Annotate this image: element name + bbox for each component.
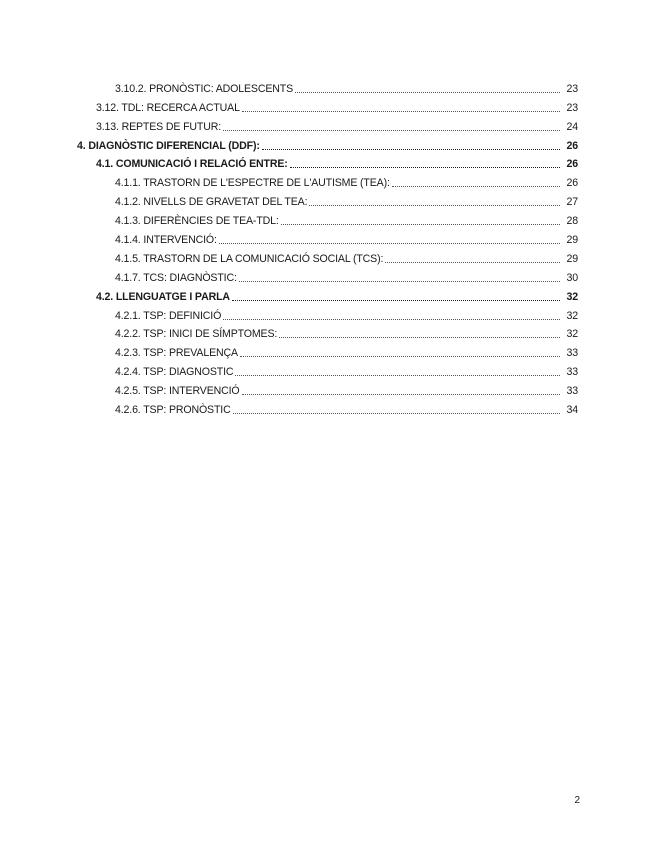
toc-entry-section[interactable] — [0, 285, 655, 304]
dot-leader — [242, 385, 560, 395]
toc-entry-label: 4.1.3. DIFERÈNCIES DE TEA-TDL: — [115, 215, 279, 228]
toc-entry-page: 33 — [566, 385, 578, 398]
toc-entry-chapter[interactable] — [0, 134, 655, 153]
toc-entry-page: 32 — [566, 290, 578, 303]
toc-entry-page: 33 — [566, 366, 578, 379]
toc-entry-page: 26 — [566, 139, 578, 152]
toc-entry-label: 4.2.1. TSP: DEFINICIÓ — [115, 309, 222, 322]
toc-entry-page: 30 — [566, 271, 578, 284]
toc-entry-label: 4.1. COMUNICACIÓ I RELACIÓ ENTRE: — [96, 158, 288, 171]
toc-entry-label: 4.1.1. TRASTORN DE L'ESPECTRE DE L'AUTISME (TEA): — [115, 177, 390, 190]
dot-leader — [239, 272, 560, 282]
toc-entry[interactable] — [0, 360, 655, 379]
toc-entry-page: 26 — [566, 177, 578, 190]
table-of-contents — [0, 77, 655, 417]
toc-entry-page: 26 — [566, 158, 578, 171]
page-number: 2 — [574, 795, 580, 806]
dot-leader — [290, 158, 560, 168]
toc-entry-label: 4.2.2. TSP: INICI DE SÍMPTOMES: — [115, 328, 278, 341]
dot-leader — [281, 215, 560, 225]
dot-leader — [309, 196, 560, 206]
toc-entry-page: 28 — [566, 215, 578, 228]
dot-leader — [219, 234, 560, 244]
dot-leader — [235, 366, 560, 376]
toc-entry-page: 27 — [566, 196, 578, 209]
dot-leader — [279, 328, 560, 338]
dot-leader — [240, 347, 560, 357]
toc-entry-label: 4. DIAGNÒSTIC DIFERENCIAL (DDF): — [77, 139, 260, 152]
toc-entry[interactable] — [0, 266, 655, 285]
toc-entry[interactable] — [0, 209, 655, 228]
toc-entry-page: 29 — [566, 252, 578, 265]
toc-entry[interactable] — [0, 77, 655, 96]
toc-entry-label: 3.12. TDL: RECERCA ACTUAL — [96, 101, 240, 114]
toc-entry[interactable] — [0, 323, 655, 342]
dot-leader — [233, 404, 560, 414]
toc-entry[interactable] — [0, 247, 655, 266]
toc-entry-page: 23 — [566, 101, 578, 114]
toc-entry[interactable] — [0, 190, 655, 209]
toc-entry[interactable] — [0, 96, 655, 115]
toc-entry-label: 3.13. REPTES DE FUTUR: — [96, 120, 222, 133]
toc-entry-label: 4.2.4. TSP: DIAGNOSTIC — [115, 366, 234, 379]
toc-entry-label: 4.1.7. TCS: DIAGNÒSTIC: — [115, 271, 237, 284]
dot-leader — [262, 140, 560, 150]
toc-entry-label: 4.2.3. TSP: PREVALENÇA — [115, 347, 238, 360]
dot-leader — [385, 253, 560, 263]
toc-entry-page: 24 — [566, 120, 578, 133]
toc-entry-page: 34 — [566, 404, 578, 417]
dot-leader — [223, 310, 560, 320]
toc-entry[interactable] — [0, 379, 655, 398]
dot-leader — [242, 102, 560, 112]
toc-entry[interactable] — [0, 171, 655, 190]
toc-entry-label: 3.10.2. PRONÒSTIC: ADOLESCENTS — [115, 82, 294, 95]
dot-leader — [223, 121, 560, 131]
toc-entry[interactable] — [0, 304, 655, 323]
toc-entry-section[interactable] — [0, 153, 655, 172]
toc-entry-label: 4.1.4. INTERVENCIÓ: — [115, 234, 217, 247]
toc-entry-page: 29 — [566, 234, 578, 247]
toc-entry-page: 33 — [566, 347, 578, 360]
toc-entry-label: 4.1.5. TRASTORN DE LA COMUNICACIÓ SOCIAL (TCS): — [115, 252, 384, 265]
toc-entry[interactable] — [0, 115, 655, 134]
toc-entry-page: 32 — [566, 309, 578, 322]
dot-leader — [232, 291, 560, 301]
toc-entry-label: 4.2.5. TSP: INTERVENCIÓ — [115, 385, 240, 398]
dot-leader — [392, 177, 560, 187]
toc-entry-page: 32 — [566, 328, 578, 341]
toc-entry-label: 4.2. LLENGUATGE I PARLA — [96, 290, 230, 303]
dot-leader — [295, 83, 560, 93]
toc-entry-label: 4.2.6. TSP: PRONÒSTIC — [115, 404, 231, 417]
toc-entry[interactable] — [0, 398, 655, 417]
toc-entry[interactable] — [0, 341, 655, 360]
toc-entry-label: 4.1.2. NIVELLS DE GRAVETAT DEL TEA: — [115, 196, 308, 209]
toc-entry-page: 23 — [566, 82, 578, 95]
toc-entry[interactable] — [0, 228, 655, 247]
